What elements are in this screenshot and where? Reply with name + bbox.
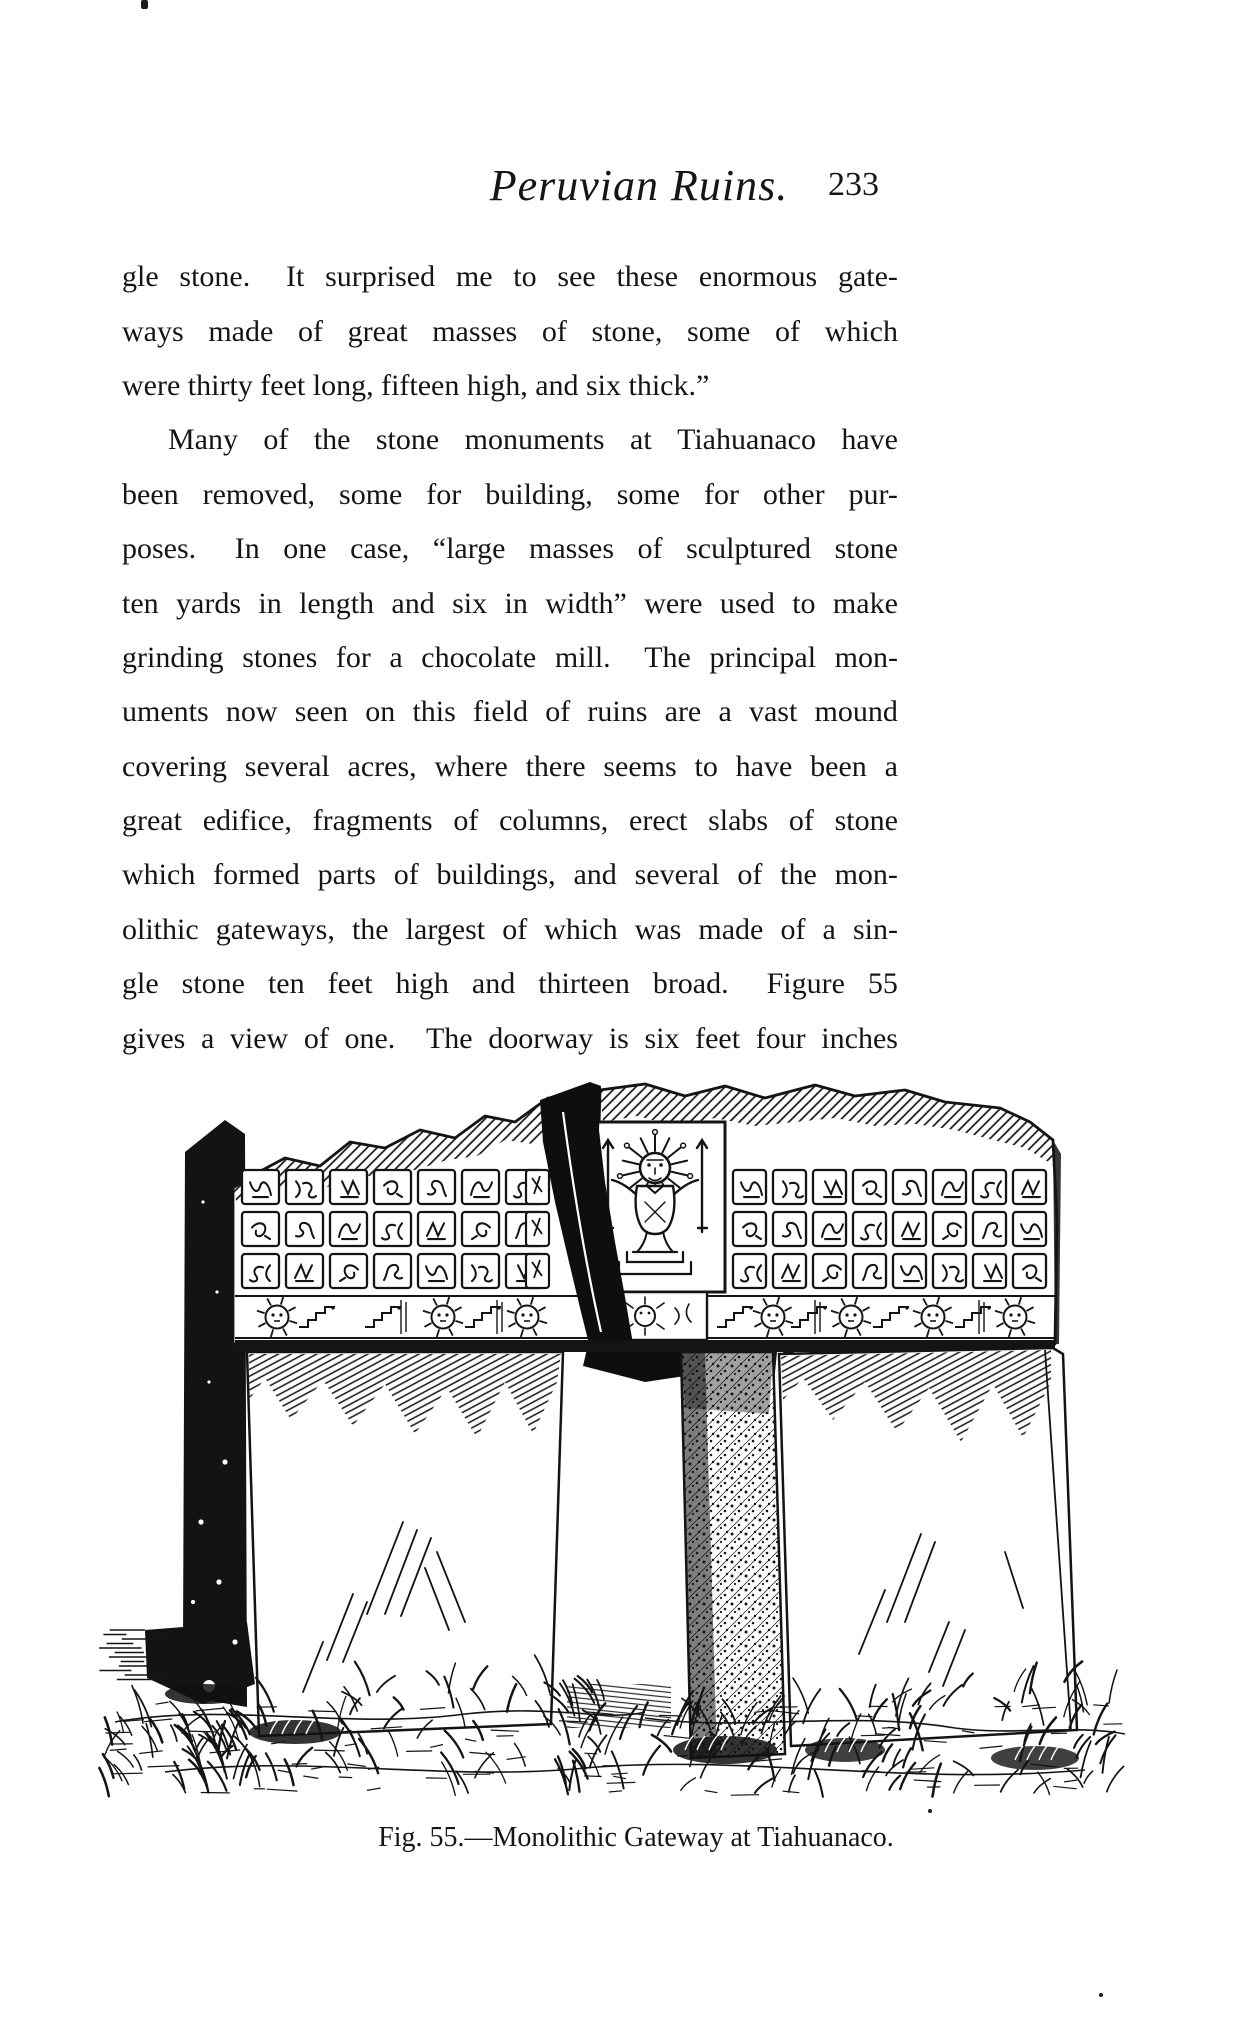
body-line: poses. In one case, “large masses of sculptured stone [122, 532, 898, 566]
figure-engraving [85, 1082, 1145, 1812]
body-line: which formed parts of buildings, and several of the mon- [122, 858, 898, 892]
page-number: 233 [828, 166, 879, 203]
page-speck [141, 0, 148, 9]
page-speck [1099, 1993, 1103, 1997]
body-line: uments now seen on this field of ruins are a vast mound [122, 695, 898, 729]
body-line: gle stone ten feet high and thirteen broad. Figure 55 [122, 967, 898, 1001]
page-speck [928, 1809, 932, 1813]
body-text [122, 250, 898, 1066]
running-header: Peruvian Ruins. [489, 161, 789, 210]
figure-caption: Fig. 55.—Monolithic Gateway at Tiahuanaco. [378, 1822, 894, 1853]
slabs-and-doorway [247, 1348, 1077, 1758]
gateway-illustration [85, 1082, 1145, 1812]
body-line: olithic gateways, the largest of which was made of a sin- [122, 912, 898, 946]
body-line: Many of the stone monuments at Tiahuanaco have [168, 423, 898, 457]
body-line: were thirty feet long, fifteen high, and six thick.” [122, 368, 710, 402]
body-line: grinding stones for a chocolate mill. The principal mon- [122, 640, 898, 674]
body-line: ten yards in length and six in width” were used to make [122, 586, 898, 620]
body-line: ways made of great masses of stone, some of which [122, 314, 898, 348]
body-line: been removed, some for building, some for other pur- [122, 477, 898, 511]
body-line: covering several acres, where there seems to have been a [122, 749, 898, 783]
body-line: gle stone. It surprised me to see these enormous gate- [122, 260, 898, 294]
body-line: gives a view of one. The doorway is six feet four inches [122, 1021, 898, 1055]
body-line: great edifice, fragments of columns, erect slabs of stone [122, 804, 898, 838]
